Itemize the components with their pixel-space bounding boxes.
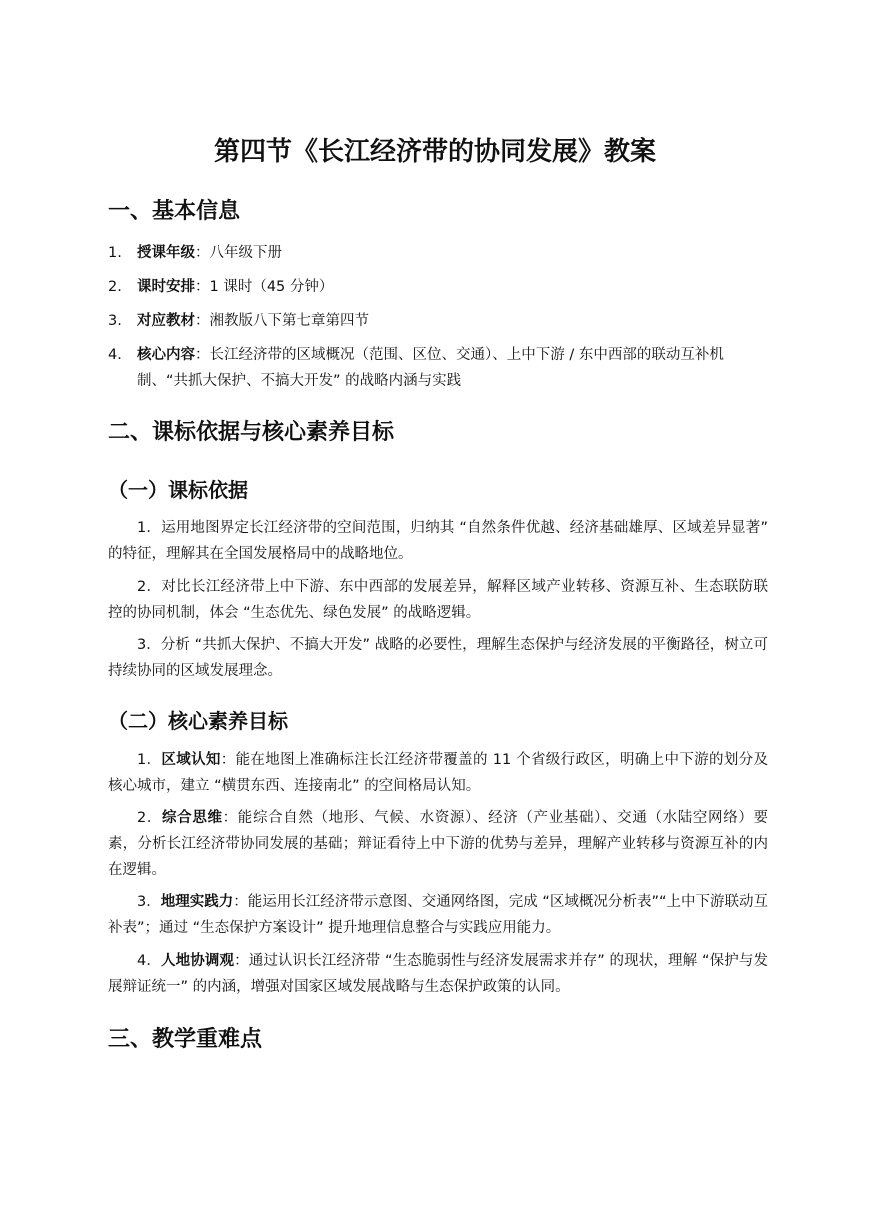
list-item [108,308,768,334]
section-heading-basic-info: 一、基本信息 [108,199,241,224]
core-literacy-paragraph-4 [108,948,768,1000]
list-item-label: 授课年级 [137,245,195,261]
list-item [108,240,768,266]
list-item-text: ：长江经济带的区域概况（范围、区位、交通）、上中下游 / 东中西部的联动互补机制、“共抓大保护、不搞大开发” 的战略内涵与实践 [137,347,724,389]
core-literacy-paragraph-2 [108,805,768,883]
subsection-heading-core-literacy: （二）核心素养目标 [108,709,288,733]
core-literacy-paragraph-3 [108,889,768,941]
core-literacy-paragraph-1 [108,747,768,799]
list-item-text: ：八年级下册 [195,245,282,261]
list-item-text: ：湘教版八下第七章第四节 [195,313,369,329]
subsection-heading-curriculum-basis: （一）课标依据 [108,478,248,502]
paragraph-text: ：能在地图上准确标注长江经济带覆盖的 11 个省级行政区，明确上中下游的划分及核心城市，建立 “横贯东西、连接南北” 的空间格局认知。 [108,752,768,794]
paragraph-number: 4． [137,953,161,969]
basic-info-list [108,240,768,402]
list-item-number: 3. [108,313,122,329]
curriculum-basis-paragraph-3: 3．分析 “共抓大保护、不搞大开发” 战略的必要性，理解生态保护与经济发展的平衡路径，树立可持续协同的区域发展理念。 [108,637,768,679]
paragraph-text: ：通过认识长江经济带 “生态脆弱性与经济发展需求并存” 的现状，理解 “保护与发展辩证统一” 的内涵，增强对国家区域发展战略与生态保护政策的认同。 [108,953,768,995]
paragraph-label: 综合思维 [162,810,223,826]
list-item [108,274,768,300]
list-item [108,342,768,394]
paragraph-label: 人地协调观 [160,953,235,969]
list-item-label: 对应教材 [137,313,195,329]
paragraph-label: 区域认知 [161,752,221,768]
paragraph-text: ：能综合自然（地形、气候、水资源）、经济（产业基础）、交通（水陆空网络）要素，分析长江经济带协同发展的基础；辩证看待上中下游的优势与差异，理解产业转移与资源互补的内在逻辑。 [108,810,769,878]
list-item-number: 4. [108,347,122,363]
curriculum-basis-paragraph-2: 2．对比长江经济带上中下游、东中西部的发展差异，解释区域产业转移、资源互补、生态联防联控的协同机制，体会 “生态优先、绿色发展” 的战略逻辑。 [108,579,768,621]
paragraph-label: 地理实践力 [160,894,234,910]
section-heading-key-difficulties: 三、教学重难点 [108,1027,263,1052]
list-item-label: 课时安排 [137,279,195,295]
list-item-number: 1. [108,245,122,261]
document-title: 第四节《长江经济带的协同发展》教案 [213,137,656,167]
section-heading-curriculum-goals: 二、课标依据与核心素养目标 [108,420,395,445]
paragraph-number: 1． [137,752,162,768]
list-item-number: 2. [108,279,122,295]
list-item-label: 核心内容 [137,347,195,363]
curriculum-basis-paragraph-1: 1．运用地图界定长江经济带的空间范围，归纳其 “自然条件优越、经济基础雄厚、区域差异显著” 的特征，理解其在全国发展格局中的战略地位。 [108,520,768,562]
paragraph-number: 3． [137,894,161,910]
list-item-text: ：1 课时（45 分钟） [195,279,334,295]
paragraph-text: ：能运用长江经济带示意图、交通网络图，完成 “区域概况分析表”“上中下游联动互补表”；通过 “生态保护方案设计” 提升地理信息整合与实践应用能力。 [108,894,768,936]
paragraph-number: 2． [137,810,163,826]
